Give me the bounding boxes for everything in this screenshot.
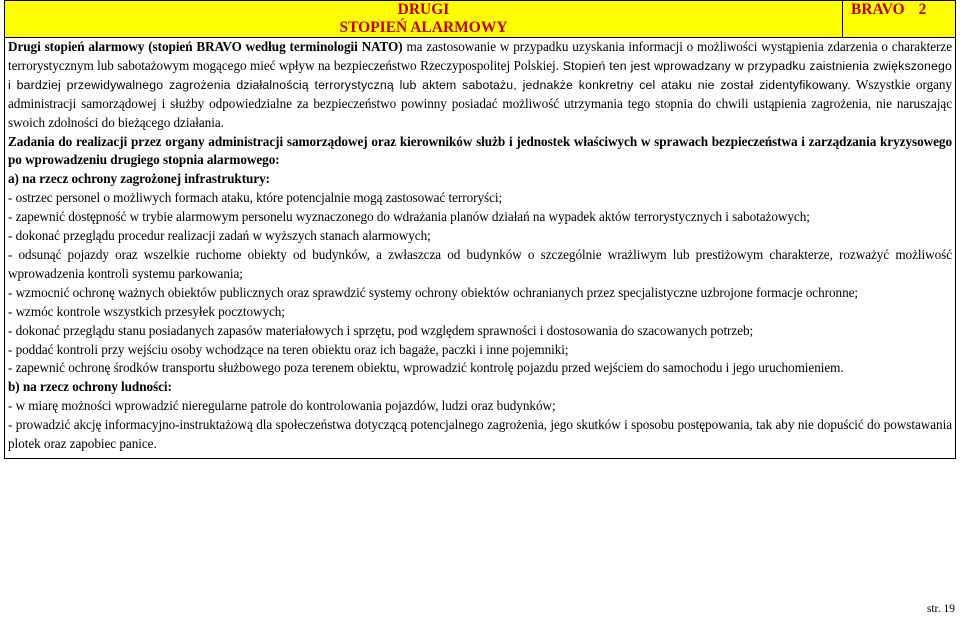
intro-sans-text: Stopień ten jest wprowadzany w przypadku zaistnienia zwiększonego i bardziej przewidywalnego zagrożenia działalnością terrorystyczną lub aktem sabotażu, jednakże konkretny cel ataku nie został zidentyfikowany. <box>8 58 952 92</box>
section-a-heading: a) na rzecz ochrony zagrożonej infrastruktury: <box>8 171 271 187</box>
list-item: - wzmocnić ochronę ważnych obiektów publicznych oraz sprawdzić systemy ochrony obiektów ochranianych przez specjalistyczne uzbrojone formacje ochronne; <box>8 284 859 300</box>
list-item: - w miarę możności wprowadzić nieregularne patrole do kontrolowania pojazdów, ludzi oraz budynków; <box>8 398 556 414</box>
list-item: - odsunąć pojazdy oraz wszelkie ruchome obiekty od budynków, a zwłaszcza od budynków o szczególnie wrażliwym lub prestiżowym charakterze, rozważyć możliwość wprowadzenia kontroli systemu parkowania; <box>8 246 952 281</box>
list-item: - poddać kontroli przy wejściu osoby wchodzące na teren obiektu oraz ich bagaże, paczki i inne pojemniki; <box>8 341 569 357</box>
intro-paragraph <box>8 38 952 133</box>
list-item: - dokonać przeglądu stanu posiadanych zapasów materiałowych i sprzętu, pod względem sprawności i dostosowania do szacowanych potrzeb; <box>8 322 754 338</box>
title-line-1: DRUGI <box>397 1 450 18</box>
document-page <box>4 0 956 459</box>
tasks-heading: Zadania do realizacji przez organy administracji samorządowej oraz kierowników służb i jednostek właściwych w sprawach bezpieczeństwa i zarządzania kryzysowego po wprowadzeniu drugiego stopnia alarmowego: <box>8 133 952 168</box>
list-item: - zapewnić ochronę środków transportu służbowego poza terenem obiektu, wprowadzić kontrolę pojazdu przed wejściem do samochodu i jego uruchomieniem. <box>8 360 844 376</box>
list-item: - prowadzić akcję informacyjno-instruktażową dla społeczeństwa dotyczącą potencjalnego zagrożenia, jego skutków i sposobu postępowania, tak aby nie dopuścić do powstawania plotek oraz zapobiec panice. <box>8 417 952 452</box>
alert-level-code <box>843 1 956 38</box>
alert-description-cell <box>5 38 956 459</box>
intro-text-2: Wszystkie organy administracji samorządowej i służby odpowiedzialne za bezpieczeństwo powinny posiadać możliwość utrzymania tego stopnia do chwili ustąpienia zagrożenia, nie naruszając swoich zdolności do bieżącego działania. <box>8 76 953 130</box>
list-item: - dokonać przeglądu procedur realizacji zadań w wyższych stanach alarmowych; <box>8 228 431 244</box>
list-item: - ostrzec personel o możliwych formach ataku, które potencjalnie mogą zastosować terroryści; <box>8 190 503 206</box>
intro-text: ma zastosowanie w przypadku uzyskania informacji o możliwości wystąpienia zdarzenia o charakterze terrorystycznym lub sabotażowym mogącego mieć wpływ na bezpieczeństwo Rzeczypospolitej Polskiej. <box>8 39 952 73</box>
list-item: - zapewnić dostępność w trybie alarmowym personelu wyznaczonego do wdrażania planów działań na wypadek aktów terrorystycznych i sabotażowych; <box>8 209 810 225</box>
section-b-heading: b) na rzecz ochrony ludności: <box>8 379 172 395</box>
list-item: - wzmóc kontrole wszystkich przesyłek pocztowych; <box>8 303 285 319</box>
title-line-2: STOPIEŃ ALARMOWY <box>339 19 508 36</box>
intro-bold-lead: Drugi stopień alarmowy (stopień BRAVO według terminologii NATO) <box>8 39 403 54</box>
alert-level-title <box>5 1 843 38</box>
page-number: str. 19 <box>926 603 955 615</box>
alert-level-table <box>4 0 956 459</box>
level-number: 2 <box>918 1 927 18</box>
nato-code: BRAVO <box>851 1 905 18</box>
